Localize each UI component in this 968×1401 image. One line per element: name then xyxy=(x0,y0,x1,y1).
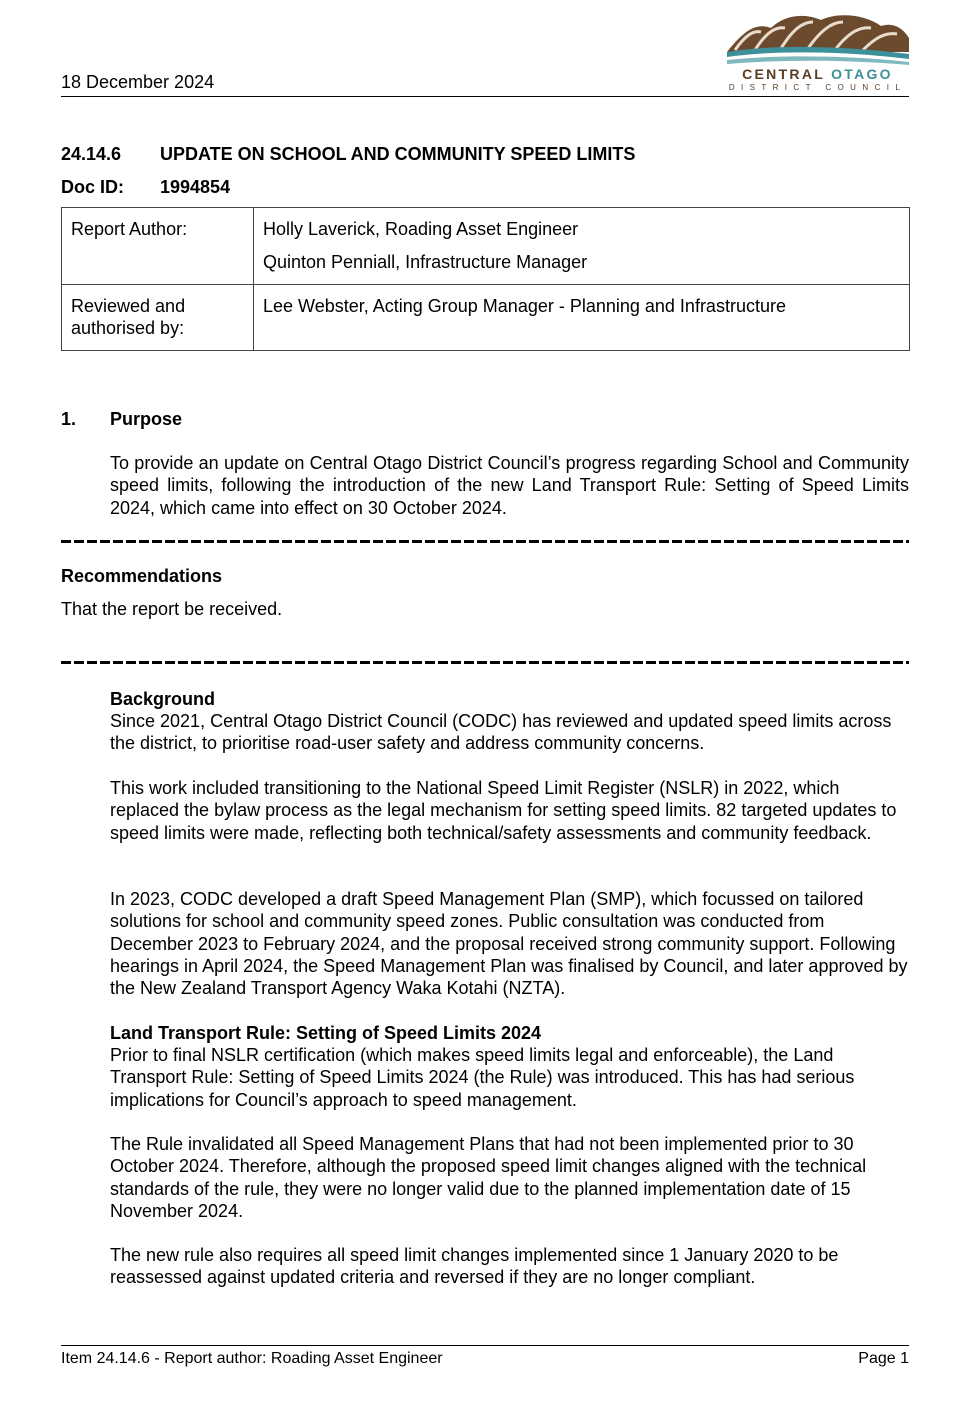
footer-rule xyxy=(61,1345,909,1346)
logo-word-otago: OTAGO xyxy=(831,66,893,82)
purpose-heading: Purpose xyxy=(110,409,183,429)
dashed-separator xyxy=(61,661,909,664)
doc-id-label: Doc ID: xyxy=(61,177,124,197)
background-paragraph-2: This work included transitioning to the National Speed Limit Register (NSLR) in 2022, which replaced the bylaw process as the legal mechanism for setting speed limits. 82 targeted updates to speed limits were made, reflecting both technical/safety assessments and community feedback. xyxy=(110,778,897,843)
author-cell xyxy=(254,208,910,285)
reviewed-label: Reviewed and authorised by: xyxy=(62,285,254,351)
dashed-separator xyxy=(61,540,909,543)
report-info-table xyxy=(61,207,910,351)
page-number: Page 1 xyxy=(858,1350,909,1367)
header-date: 18 December 2024 xyxy=(61,72,215,92)
author-row xyxy=(62,208,910,285)
author-label: Report Author: xyxy=(62,208,254,285)
recommendations-heading: Recommendations xyxy=(61,566,223,586)
background-paragraph-3: In 2023, CODC developed a draft Speed Management Plan (SMP), which focussed on tailored solutions for school and community speed zones. Public consultation was conducted from December 2023 to February 2024, and the proposal received strong community support. Following hearings in April 2024, the Speed Management Plan was finalised by Council, and later approved by the New Zealand Transport Agency Waka Kotahi (NZTA). xyxy=(110,889,908,999)
author-line-2: Quinton Penniall, Infrastructure Manager xyxy=(263,252,588,272)
footer-item-text: Item 24.14.6 - Report author: Roading Asset Engineer xyxy=(61,1350,443,1367)
doc-id-value: 1994854 xyxy=(160,177,231,197)
background-paragraph-1: Since 2021, Central Otago District Council (CODC) has reviewed and updated speed limits across the district, to prioritise road-user safety and address community concerns. xyxy=(110,711,892,754)
hills-logo-icon xyxy=(725,10,910,66)
rule-heading: Land Transport Rule: Setting of Speed Limits 2024 xyxy=(110,1023,542,1043)
logo-word-central: CENTRAL xyxy=(742,66,825,82)
purpose-text: To provide an update on Central Otago District Council’s progress regarding School and Community speed limits, following the introduction of the new Land Transport Rule: Setting of Speed Limits 2024, which came into effect on 30 October 2024. xyxy=(110,453,909,518)
header-rule xyxy=(61,96,909,97)
council-logo xyxy=(725,10,910,92)
rule-paragraph-1: Prior to final NSLR certification (which makes speed limits legal and enforceable), the Land Transport Rule: Setting of Speed Limits 2024 (the Rule) was introduced. This has had serious implications for Council’s approach to speed management. xyxy=(110,1045,855,1110)
logo-subtitle: DISTRICT COUNCIL xyxy=(728,83,907,92)
background-heading: Background xyxy=(110,689,216,709)
reviewed-value: Lee Webster, Acting Group Manager - Planning and Infrastructure xyxy=(254,285,910,351)
author-line-1: Holly Laverick, Roading Asset Engineer xyxy=(263,219,579,239)
recommendations-text: That the report be received. xyxy=(61,599,283,619)
rule-paragraph-2: The Rule invalidated all Speed Management Plans that had not been implemented prior to 30 October 2024. Therefore, although the proposed speed limit changes aligned with the technical standards of the rule, they were no longer valid due to the planned implementation date of 15 November 2024. xyxy=(110,1134,867,1221)
report-title: UPDATE ON SCHOOL AND COMMUNITY SPEED LIMITS xyxy=(160,144,636,164)
rule-paragraph-3: The new rule also requires all speed limit changes implemented since 1 January 2020 to be reassessed against updated criteria and reversed if they are no longer compliant. xyxy=(110,1245,839,1288)
purpose-number: 1. xyxy=(61,409,77,429)
item-number: 24.14.6 xyxy=(61,144,122,164)
reviewed-row xyxy=(62,285,910,351)
